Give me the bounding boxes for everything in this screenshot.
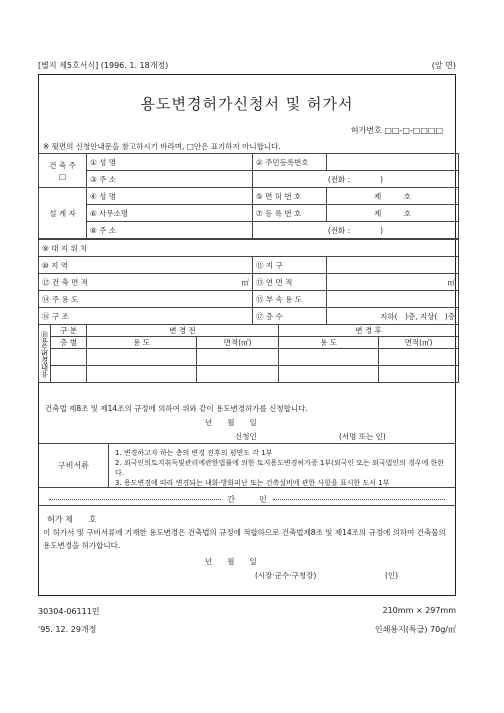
form-code: 30304-06111민: [38, 607, 100, 616]
footer-row-2: [38, 624, 456, 635]
document-item: 2. 외국인의토지취득및관리에관한법률에 의한 토지용도변경허가증 1부(외국인 또는 외국법인의 경우에 한한다.: [115, 459, 445, 477]
before-area-cell[interactable]: [197, 349, 279, 366]
before-label: 변 경 전: [87, 325, 279, 337]
structure-field[interactable]: ⑯ 구 조: [39, 308, 253, 325]
after-use-header: 용 도: [279, 337, 379, 349]
permit-seal[interactable]: (인): [385, 571, 399, 580]
building-area-unit: ㎡: [241, 277, 249, 287]
owner-id-field[interactable]: [327, 154, 459, 171]
cut-seal-section: [39, 487, 455, 505]
documents-label: 구비서류: [39, 444, 109, 487]
permit-date[interactable]: 년 월 일: [205, 557, 257, 566]
application-form: [38, 74, 456, 596]
owner-phone[interactable]: (전화 : ): [253, 171, 459, 188]
district-field[interactable]: [327, 257, 459, 274]
after-area-cell-2[interactable]: [379, 366, 459, 383]
main-use-field[interactable]: ⑭ 주 용 도: [39, 291, 253, 308]
building-area-field[interactable]: [39, 274, 253, 291]
dotted-line-right: [273, 499, 445, 500]
floor-area-label: ⑬ 연 면 적: [253, 274, 327, 291]
before-area-header: 면적(㎡): [197, 337, 279, 349]
owner-label-cell: [39, 154, 87, 188]
after-area-header: 면적(㎡): [379, 337, 459, 349]
designer-address-field[interactable]: ⑧ 주 소: [87, 222, 253, 239]
declaration-text: 건축법 제8조 및 제14조의 규정에 의하여 위와 같이 용도변경허가를 신청합니다.: [45, 404, 308, 413]
permit-text: 이 허가서 및 구비서류에 기재한 용도변경은 건축법의 규정에 적합하므로 건축법제8조 및 제14조의 규정에 의하여 건축물의 용도변경을 허가합니다.: [43, 528, 446, 550]
license-field[interactable]: 제 호: [327, 188, 459, 205]
form-title: 용도변경허가신청서 및 허가서: [140, 95, 354, 113]
designer-phone[interactable]: (전화 : ): [253, 222, 459, 239]
floor-area-field[interactable]: ㎡: [327, 274, 459, 291]
floors-label: ⑰ 층 수: [253, 308, 327, 325]
dotted-line-left: [49, 499, 221, 500]
division-label: 구 분: [51, 325, 87, 337]
office-name-field[interactable]: ⑥ 사무소명: [87, 205, 253, 222]
permit-label[interactable]: 허가 제 호: [47, 515, 97, 524]
applicant-sign[interactable]: (서명 또는 인): [339, 432, 386, 441]
building-area-label: ⑫ 건 축 면 적: [42, 277, 89, 287]
cut-seal-label: 간 인: [227, 495, 267, 504]
form-header: [38, 60, 456, 71]
cut-seal-line: [49, 494, 445, 505]
page-side: (앞 면): [431, 61, 456, 70]
notice-text: ※ 뒷면의 신청안내문을 참고하시기 바라며, □안은 표기하지 아니합니다.: [43, 142, 281, 151]
change-floor-cell[interactable]: [51, 349, 87, 366]
after-area-cell[interactable]: [379, 349, 459, 366]
floors-field[interactable]: 지하( )층, 지상( )층: [327, 308, 459, 325]
permit-section: [39, 505, 455, 597]
permit-authority: (시장·군수·구청장): [255, 571, 317, 580]
sub-use-label: ⑮ 부 속 용 도: [253, 291, 327, 308]
documents-section: [39, 443, 455, 487]
license-label: ⑤ 면 허 번 호: [253, 188, 327, 205]
before-area-cell-2[interactable]: [197, 366, 279, 383]
permit-number: 허가번호 □□-□-□□□□: [350, 126, 443, 135]
registration-label: ⑦ 등 록 번 호: [253, 205, 327, 222]
before-use-header: 용 도: [87, 337, 197, 349]
site-table: [38, 239, 459, 325]
change-floor-cell-2[interactable]: [51, 366, 87, 383]
paper-type: 인쇄용지(특급) 70g/㎡: [374, 625, 456, 634]
footer-row-1: [38, 606, 456, 617]
after-use-cell[interactable]: [279, 349, 379, 366]
declaration-date[interactable]: 년 월 일: [205, 418, 257, 427]
designer-name-field[interactable]: ④ 성 명: [87, 188, 253, 205]
designer-label: 설 계 자: [39, 188, 87, 239]
before-use-cell-2[interactable]: [87, 366, 197, 383]
district-label: ⑪ 지 구: [253, 257, 327, 274]
document-item: 1. 변경하고자 하는 층의 변경 전후의 평면도 각 1부: [115, 449, 273, 457]
use-change-table: [38, 324, 459, 383]
before-use-cell[interactable]: [87, 349, 197, 366]
use-change-label: ⑱용도변경내용: [39, 325, 51, 383]
revision-date: '95. 12. 29개정: [38, 625, 97, 634]
after-use-cell-2[interactable]: [279, 366, 379, 383]
documents-list: [115, 448, 451, 488]
site-location-field[interactable]: ⑨ 대 지 위 치: [39, 240, 459, 257]
applicant-table: [38, 153, 459, 239]
floor-kind-label: 층 별: [51, 337, 87, 349]
document-item: 3. 용도변경에 따라 변경되는 내화·방화피난 또는 건축설비에 관한 사항을 표시한 도서 1부: [115, 479, 390, 487]
applicant-label: 신청인: [235, 432, 257, 441]
form-number: [별지 제5호서식] (1996. 1. 18개정): [38, 61, 169, 70]
owner-box: □: [58, 171, 67, 181]
owner-id-label: ② 주민등록번호: [253, 154, 327, 171]
after-label: 변 경 후: [279, 325, 459, 337]
zone-field[interactable]: ⑩ 지 역: [39, 257, 253, 274]
registration-field[interactable]: 제 호: [327, 205, 459, 222]
owner-address-field[interactable]: ③ 주 소: [87, 171, 253, 188]
owner-label: 건 축 주: [49, 160, 76, 170]
paper-size: 210mm × 297mm: [382, 606, 456, 615]
owner-name-field[interactable]: ① 성 명: [87, 154, 253, 171]
sub-use-field[interactable]: [327, 291, 459, 308]
